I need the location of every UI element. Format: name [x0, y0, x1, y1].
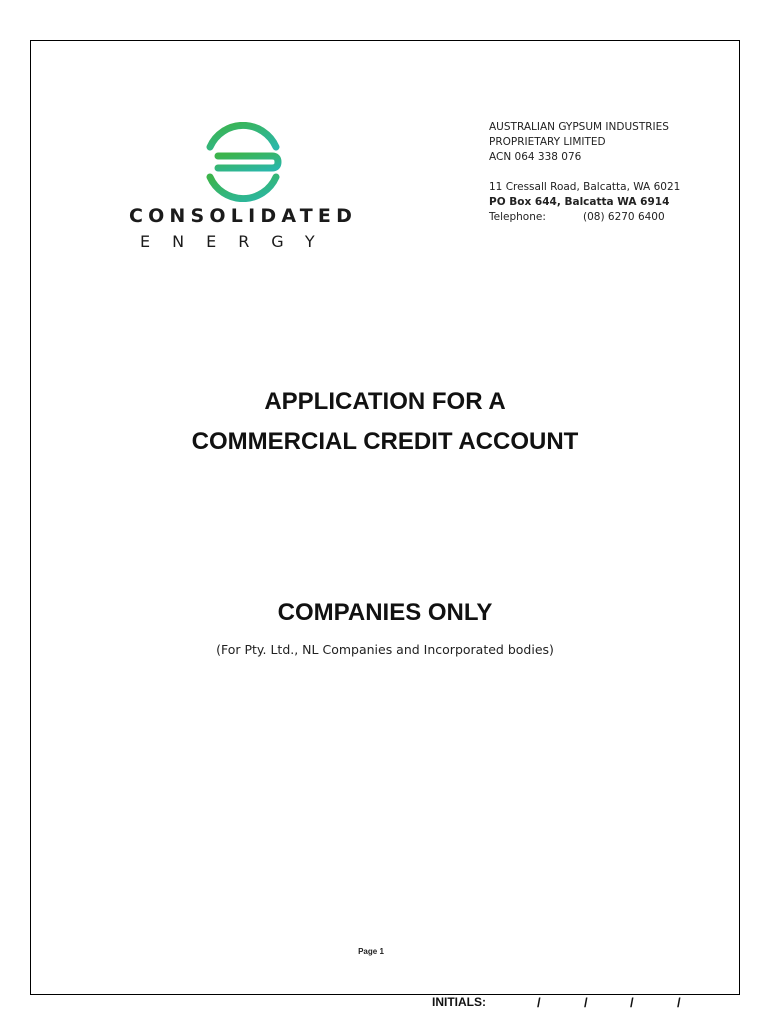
document-title-line2: COMMERCIAL CREDIT ACCOUNT: [191, 428, 579, 455]
consolidated-energy-logo: [110, 118, 376, 253]
section-title: COMPANIES ONLY: [277, 599, 493, 626]
company-acn: ACN 064 338 076: [489, 151, 582, 163]
company-po-box: PO Box 644, Balcatta WA 6914: [489, 196, 670, 208]
section-subtitle: (For Pty. Ltd., NL Companies and Incorporated bodies): [216, 642, 554, 657]
company-telephone: [489, 210, 680, 225]
initials-slash-2: /: [584, 995, 588, 1010]
initials-label: INITIALS:: [432, 995, 486, 1009]
initials-slash-3: /: [630, 995, 634, 1010]
company-street-address: 11 Cressall Road, Balcatta, WA 6021: [489, 181, 681, 193]
initials-slash-4: /: [677, 995, 681, 1010]
logo-wordmark-consolidated: CONSOLIDATED: [128, 205, 358, 227]
document-title-line1: APPLICATION FOR A: [264, 388, 506, 415]
telephone-value: (08) 6270 6400: [583, 211, 665, 223]
telephone-label: Telephone:: [489, 211, 546, 223]
logo-emblem-icon: [198, 122, 288, 202]
company-details: [489, 120, 680, 225]
company-name-line2: PROPRIETARY LIMITED: [489, 136, 606, 148]
logo-wordmark-energy: ENERGY: [140, 232, 337, 251]
page-number: Page 1: [358, 947, 384, 956]
initials-slash-1: /: [537, 995, 541, 1010]
company-name-line1: AUSTRALIAN GYPSUM INDUSTRIES: [489, 121, 669, 133]
